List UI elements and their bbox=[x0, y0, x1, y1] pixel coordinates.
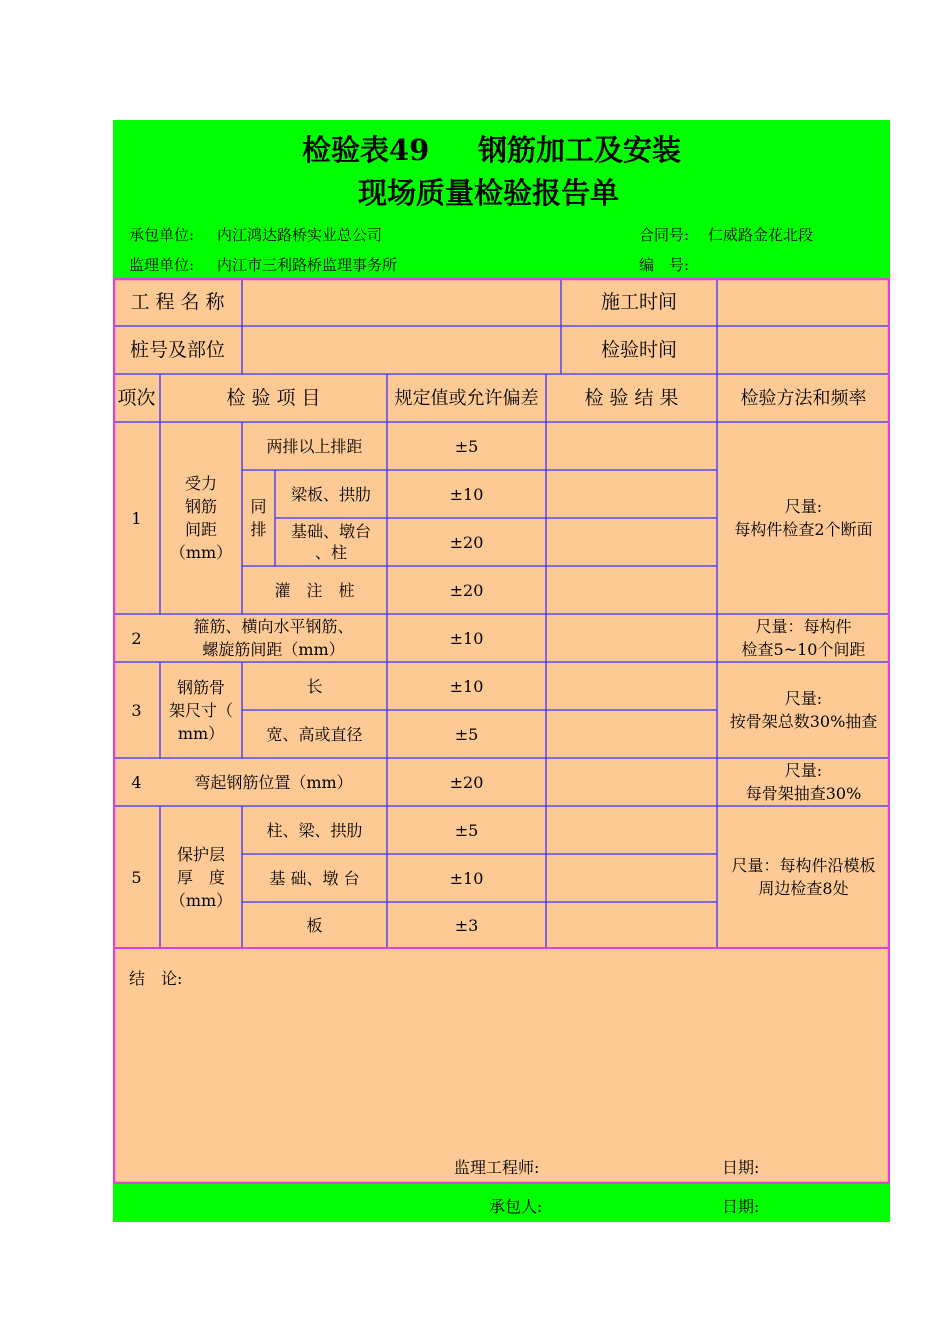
supervisor-value: 内江市三利路桥监理事务所 bbox=[217, 256, 398, 274]
row5-method: 尺量：每构件沿模板 周边检查8处 bbox=[731, 856, 876, 898]
row3-no: 3 bbox=[131, 700, 142, 720]
contractor-label: 承包单位: bbox=[129, 226, 195, 244]
row5-tol-c: ±3 bbox=[454, 915, 479, 935]
contractor-date-label: 日期: bbox=[722, 1197, 760, 1216]
row1-item-c: 基础、墩台 、柱 bbox=[290, 522, 371, 562]
contractor-value: 内江鸿达路桥实业总公司 bbox=[217, 226, 383, 244]
row1-tol-b: ±10 bbox=[449, 484, 484, 504]
row2-no: 2 bbox=[131, 628, 142, 648]
col-item-no: 项次 bbox=[117, 386, 156, 409]
station-label: 桩号及部位 bbox=[129, 338, 225, 361]
col-item: 检 验 项 目 bbox=[226, 386, 321, 409]
row5-no: 5 bbox=[131, 867, 142, 887]
row3-method: 尺量: 按骨架总数30%抽查 bbox=[729, 689, 878, 731]
project-name-value[interactable] bbox=[242, 278, 561, 326]
number-label: 编 号: bbox=[639, 256, 690, 274]
row3-group: 钢筋骨 架尺寸（ mm） bbox=[168, 677, 233, 743]
row3-tol-a: ±10 bbox=[449, 676, 484, 696]
row1-item-a: 两排以上排距 bbox=[266, 436, 363, 456]
row5-group: 保护层 厚 度 （mm） bbox=[169, 844, 233, 910]
project-name-label: 工 程 名 称 bbox=[130, 290, 225, 313]
engineer-date-label: 日期: bbox=[722, 1158, 760, 1177]
row1-item-b: 梁板、拱肋 bbox=[290, 484, 371, 504]
row2-item: 箍筋、横向水平钢筋、 螺旋筋间距（mm） bbox=[193, 617, 354, 659]
row2-method: 尺量：每构件 检查5~10个间距 bbox=[741, 617, 866, 659]
row3-item-b: 宽、高或直径 bbox=[266, 724, 363, 744]
row4-tol: ±20 bbox=[449, 772, 484, 792]
row5-tol-b: ±10 bbox=[449, 868, 484, 888]
row5-item-a: 柱、梁、拱肋 bbox=[266, 820, 363, 840]
station-value[interactable] bbox=[242, 326, 561, 374]
row1-item-d: 灌 注 桩 bbox=[274, 580, 355, 600]
supervisor-label: 监理单位: bbox=[129, 256, 195, 274]
row3-tol-b: ±5 bbox=[454, 724, 479, 744]
construction-time-label: 施工时间 bbox=[600, 290, 677, 313]
row3-item-a: 长 bbox=[306, 676, 323, 696]
contractor-sign-label: 承包人: bbox=[489, 1197, 543, 1216]
inspection-table bbox=[113, 278, 890, 1184]
row5-item-b: 基 础、墩 台 bbox=[269, 868, 360, 888]
inspection-time-label: 检验时间 bbox=[600, 338, 677, 361]
row4-item: 弯起钢筋位置（mm） bbox=[194, 772, 353, 792]
title-line1-b: 钢筋加工及安装 bbox=[478, 133, 682, 167]
row1-tol-d: ±20 bbox=[449, 580, 484, 600]
col-result: 检 验 结 果 bbox=[584, 386, 679, 409]
construction-time-value[interactable] bbox=[717, 278, 890, 326]
row1-group: 受力 钢筋 间距 （mm） bbox=[169, 474, 233, 562]
row1-tol-a: ±5 bbox=[454, 436, 479, 456]
conclusion-label: 结 论: bbox=[129, 969, 183, 988]
row5-tol-a: ±5 bbox=[454, 820, 479, 840]
row1-same-row: 同 排 bbox=[250, 497, 267, 539]
contract-no-label: 合同号: bbox=[639, 226, 690, 244]
col-method: 检验方法和频率 bbox=[740, 387, 867, 409]
row1-no: 1 bbox=[131, 508, 142, 528]
engineer-label: 监理工程师: bbox=[454, 1158, 540, 1177]
inspection-time-value[interactable] bbox=[717, 326, 890, 374]
row1-method: 尺量: 每构件检查2个断面 bbox=[734, 497, 873, 539]
col-tolerance: 规定值或允许偏差 bbox=[394, 387, 539, 409]
row5-item-c: 板 bbox=[306, 915, 323, 935]
contract-no-value: 仁威路金花北段 bbox=[708, 226, 814, 244]
row1-tol-c: ±20 bbox=[449, 532, 484, 552]
title-line2: 现场质量检验报告单 bbox=[358, 176, 620, 210]
row4-no: 4 bbox=[131, 772, 142, 792]
row2-tol: ±10 bbox=[449, 628, 484, 648]
title-line1-a: 检验表49 bbox=[302, 133, 430, 167]
row4-method: 尺量: 每骨架抽查30% bbox=[745, 761, 862, 803]
